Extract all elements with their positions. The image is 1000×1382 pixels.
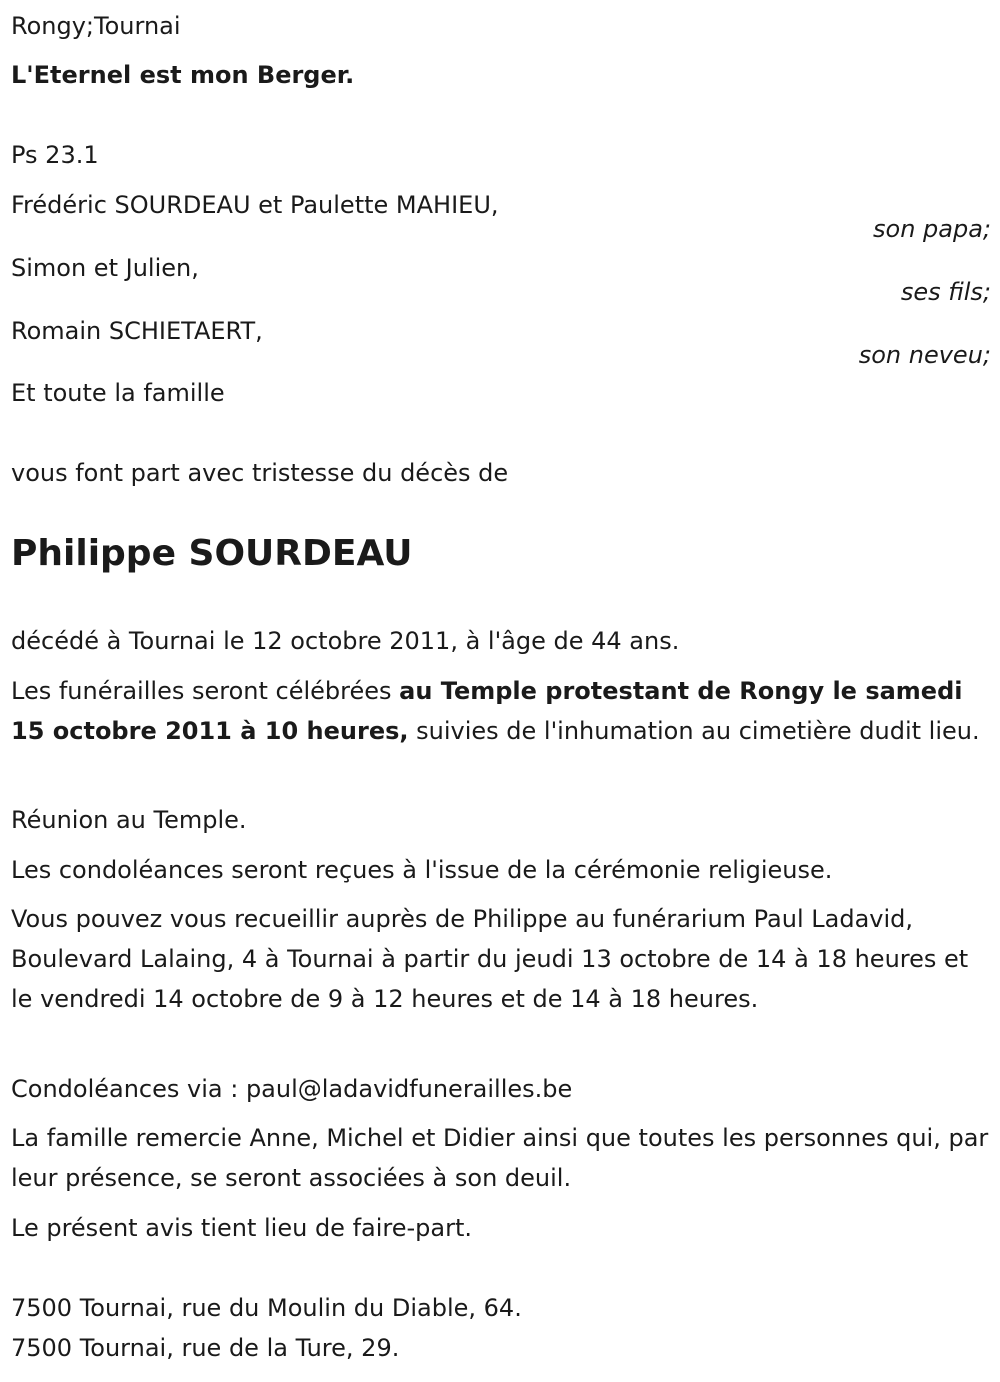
death-details: décédé à Tournai le 12 octobre 2011, à l'âge de 44 ans.	[11, 627, 680, 655]
family-member-relation: son neveu;	[858, 341, 991, 369]
deceased-name: Philippe SOURDEAU	[11, 533, 413, 574]
verse-reference: Ps 23.1	[11, 141, 99, 169]
family-member-name: Simon et Julien,	[11, 254, 199, 282]
reunion-note: Réunion au Temple.	[11, 806, 247, 834]
funeral-location-date: au Temple protestant de Rongy le samedi 15 octobre 2011 à 10 heures,	[11, 677, 963, 745]
family-thanks: La famille remercie Anne, Michel et Didier ainsi que toutes les personnes qui, par leur présence, se seront associées à son deuil.	[11, 1124, 989, 1192]
funeral-suffix: suivies de l'inhumation au cimetière dudit lieu.	[408, 717, 980, 745]
family-member-name: Romain SCHIETAERT,	[11, 317, 263, 345]
funeral-info	[11, 671, 991, 751]
family-member-relation: son papa;	[873, 215, 991, 243]
bible-verse: L'Eternel est mon Berger.	[11, 61, 355, 89]
address-line: 7500 Tournai, rue de la Ture, 29.	[11, 1334, 400, 1362]
notice-text: Le présent avis tient lieu de faire-part.	[11, 1214, 473, 1242]
family-member-relation: ses fils;	[900, 278, 991, 306]
announcement: vous font part avec tristesse du décès de	[11, 459, 509, 487]
family-rest: Et toute la famille	[11, 379, 225, 407]
condolences-note: Les condoléances seront reçues à l'issue de la cérémonie religieuse.	[11, 856, 833, 884]
condolences-email: Condoléances via : paul@ladavidfunerailles.be	[11, 1075, 573, 1103]
visitation-info: Vous pouvez vous recueillir auprès de Philippe au funérarium Paul Ladavid, Boulevard Lalaing, 4 à Tournai à partir du jeudi 13 octobre de 14 à 18 heures et le vendredi 14 octobre de 9 à 12 heures et de 14 à 18 heures.	[11, 905, 969, 1013]
location-header: Rongy;Tournai	[11, 12, 181, 40]
funeral-prefix: Les funérailles seront célébrées	[11, 677, 400, 705]
address-line: 7500 Tournai, rue du Moulin du Diable, 64.	[11, 1294, 522, 1322]
family-member-name: Frédéric SOURDEAU et Paulette MAHIEU,	[11, 191, 499, 219]
